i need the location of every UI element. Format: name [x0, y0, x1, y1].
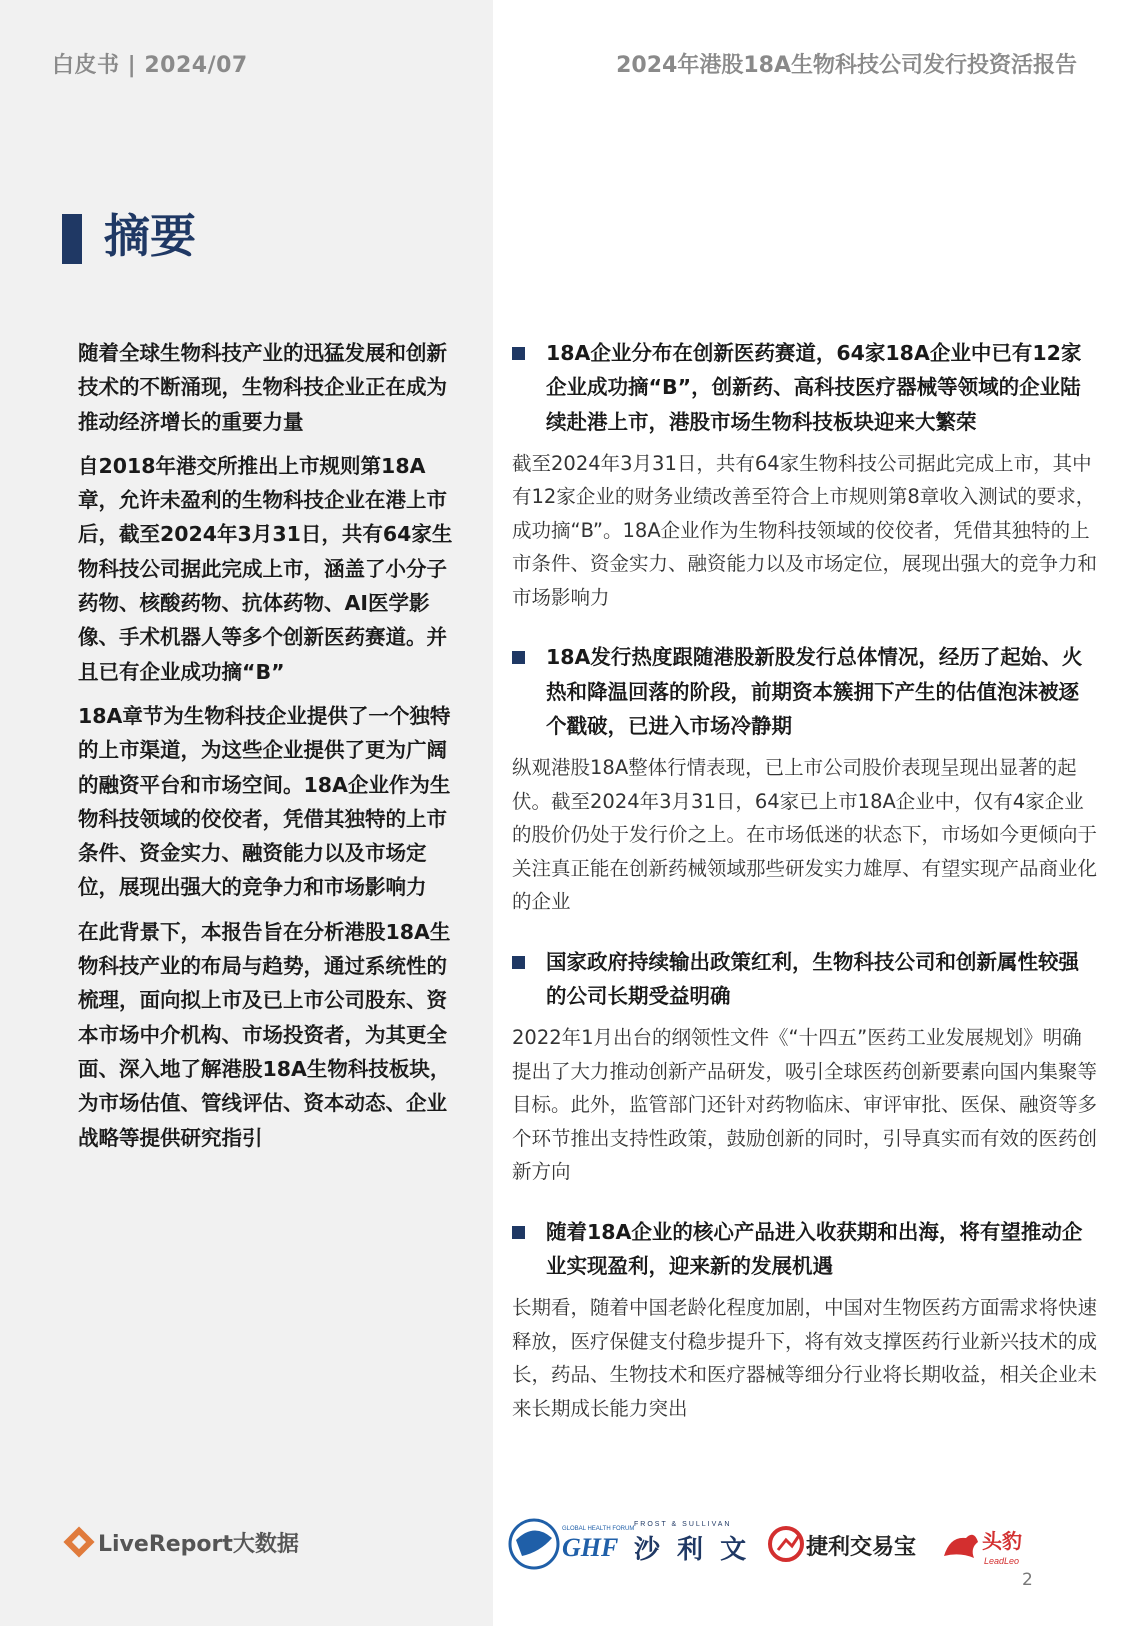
summary-right-column [512, 336, 1098, 1451]
bullet-square-icon [512, 347, 525, 360]
key-finding-heading-text: 18A企业分布在创新医药赛道，64家18A企业中已有12家企业成功摘“B”，创新药、高科技医疗器械等领域的企业陆续赴港上市，港股市场生物科技板块迎来大繁荣 [546, 341, 1082, 434]
key-finding-heading-text: 18A发行热度跟随港股新股发行总体情况，经历了起始、火热和降温回落的阶段，前期资本簇拥下产生的估值泡沫被逐个戳破，已进入市场冷静期 [546, 645, 1083, 738]
summary-paragraph: 随着全球生物科技产业的迅猛发展和创新技术的不断涌现，生物科技企业正在成为推动经济增长的重要力量 [78, 341, 447, 434]
section-title-accent-bar [62, 214, 82, 264]
key-finding-heading [512, 945, 1098, 1014]
bullet-square-icon [512, 651, 525, 664]
key-finding-heading-text: 随着18A企业的核心产品进入收获期和出海，将有望推动企业实现盈利，迎来新的发展机遇 [546, 1219, 1083, 1279]
frost-cn-text: 沙 利 文 [634, 1535, 751, 1565]
section-title: 摘要 [104, 209, 196, 263]
summary-paragraph: 18A章节为生物科技企业提供了一个独特的上市渠道，为这些企业提供了更为广阔的融资平台和市场空间。18A企业作为生物科技领域的佼佼者，凭借其独特的上市条件、资金实力、融资能力以及市场定位，展现出强大的竞争力和市场影响力 [78, 703, 451, 900]
key-finding-heading [512, 1215, 1098, 1284]
key-finding-heading-text: 国家政府持续输出政策红利，生物科技公司和创新属性较强的公司长期受益明确 [546, 949, 1079, 1009]
header-doc-type: 白皮书 | 2024/07 [52, 53, 248, 78]
bullet-square-icon [512, 1226, 525, 1239]
frost-sullivan-logo [634, 1521, 750, 1565]
toubao-logo [944, 1529, 1022, 1566]
liveport-diamond-icon [63, 1526, 94, 1557]
key-finding-body: 2022年1月出台的纲领性文件《“十四五”医药工业发展规划》明确提出了大力推动创新产品研发，吸引全球医药创新要素向国内集聚等目标。此外，监管部门还针对药物临床、审评审批、医保、融资等多个环节推出支持性政策，鼓励创新的同时，引导真实而有效的医药创新方向 [512, 1026, 1098, 1184]
key-finding-heading [512, 640, 1098, 743]
key-finding-heading [512, 336, 1098, 439]
liveport-logo [68, 1520, 299, 1564]
frost-top-text: FROST & SULLIVAN [634, 1521, 732, 1528]
liveport-logo-text: LiveReport大数据 [98, 1531, 299, 1557]
toubao-en-text: LeadLeo [984, 1556, 1020, 1566]
summary-paragraph: 自2018年港交所推出上市规则第18A章，允许未盈利的生物科技企业在港上市后，截至2024年3月31日，共有64家生物科技公司据此完成上市，涵盖了小分子药物、核酸药物、抗体药物、AI医学影像、手术机器人等多个创新医药赛道。并且已有企业成功摘“B” [78, 453, 453, 684]
key-finding-body: 长期看，随着中国老龄化程度加剧，中国对生物医药方面需求将快速释放，医疗保健支付稳步提升下，将有效支撑医药行业新兴技术的成长，药品、生物技术和医疗器械等细分行业将长期收益，相关企业未来长期成长能力突出 [512, 1296, 1098, 1420]
ghf-logo [510, 1520, 634, 1568]
summary-paragraph: 在此背景下，本报告旨在分析港股18A生物科技产业的布局与趋势，通过系统性的梳理，面向拟上市及已上市公司股东、资本市场中介机构、市场投资者，为其更全面、深入地了解港股18A生物科技板块，为市场估值、管线评估、资本动态、企业战略等提供研究指引 [78, 919, 451, 1150]
toubao-text: 头豹 [982, 1529, 1022, 1553]
jieli-logo [770, 1528, 916, 1560]
ghf-text: GHF [562, 1533, 619, 1562]
partner-logos [504, 1512, 1064, 1576]
key-finding-body: 纵观港股18A整体行情表现，已上市公司股价表现呈现出显著的起伏。截至2024年3月31日，64家已上市18A企业中，仅有4家企业的股价仍处于发行价之上。在市场低迷的状态下，市场如今更倾向于关注真正能在创新药械领域那些研发实力雄厚、有望实现产品商业化的企业 [512, 756, 1098, 914]
summary-left-column [78, 336, 458, 1165]
ghf-small-text: GLOBAL HEALTH FORUM [562, 1526, 635, 1532]
page-number: 2 [1022, 1570, 1033, 1590]
header-report-title: 2024年港股18A生物科技公司发行投资活报告 [616, 53, 1077, 78]
key-finding-body: 截至2024年3月31日，共有64家生物科技公司据此完成上市，其中有12家企业的财务业绩改善至符合上市规则第8章收入测试的要求，成功摘“B”。18A企业作为生物科技领域的佼佼者，凭借其独特的上市条件、资金实力、融资能力以及市场定位，展现出强大的竞争力和市场影响力 [512, 451, 1098, 609]
jieli-text: 捷利交易宝 [806, 1535, 917, 1560]
bullet-square-icon [512, 956, 525, 969]
